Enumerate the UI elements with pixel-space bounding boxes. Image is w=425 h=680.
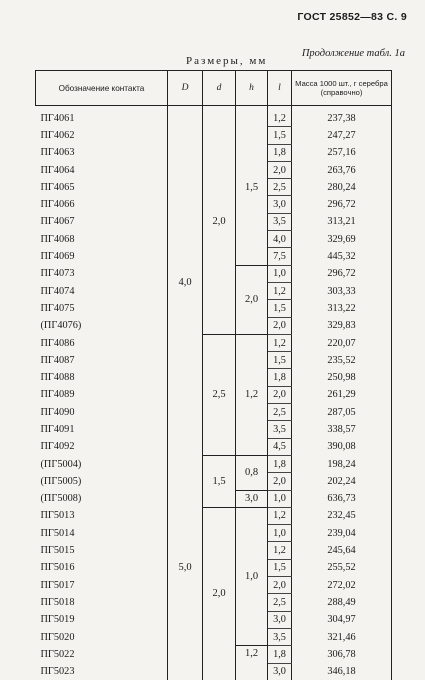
l-value: 1,8 [268,144,292,161]
mass-value: 313,22 [292,300,392,317]
sizes-caption: Размеры, мм [186,55,268,67]
mass-value: 255,52 [292,559,392,576]
l-value: 3,5 [268,628,292,645]
contact-name: ПГ4086 [36,334,168,351]
mass-value: 280,24 [292,179,392,196]
mass-value: 272,02 [292,577,392,594]
l-value: 4,0 [268,231,292,248]
contact-name: ПГ4089 [36,386,168,403]
contacts-table [35,70,392,680]
l-value: 2,5 [268,179,292,196]
D-value: 5,0 [168,455,203,679]
l-value: 2,0 [268,386,292,403]
h-value: 3,0 [236,490,268,507]
mass-value: 232,45 [292,507,392,524]
l-value: 3,0 [268,611,292,628]
contact-name: ПГ5015 [36,542,168,559]
table-row [36,106,392,127]
mass-value: 261,29 [292,386,392,403]
header-h: h [236,71,268,106]
l-value: 2,0 [268,473,292,490]
contact-name: ПГ4090 [36,404,168,421]
header-l: l [268,71,292,106]
D-value: 4,0 [168,106,203,456]
l-value: 1,0 [268,265,292,282]
contact-name: (ПГ5004) [36,455,168,472]
l-value: 1,8 [268,369,292,386]
contact-name: ПГ4074 [36,282,168,299]
contact-name: ПГ4066 [36,196,168,213]
contact-name: ПГ5022 [36,646,168,663]
l-value: 3,5 [268,421,292,438]
standard-header: ГОСТ 25852—83 С. 9 [297,11,407,23]
mass-value: 288,49 [292,594,392,611]
mass-value: 445,32 [292,248,392,265]
h-value: 1,2 [236,334,268,455]
l-value: 1,8 [268,455,292,472]
table-row [36,334,392,351]
mass-value: 257,16 [292,144,392,161]
contact-name: ПГ5017 [36,577,168,594]
l-value: 3,0 [268,196,292,213]
l-value: 1,5 [268,352,292,369]
l-value: 2,5 [268,404,292,421]
d-value: 2,0 [203,507,236,679]
contact-name: ПГ4068 [36,231,168,248]
h-value: 1,0 [236,507,268,645]
mass-value: 239,04 [292,525,392,542]
contact-name: ПГ5023 [36,663,168,680]
table-continued-label: Продолжение табл. 1а [301,48,405,59]
mass-value: 296,72 [292,196,392,213]
d-value: 1,5 [203,455,236,507]
mass-value: 235,52 [292,352,392,369]
l-value: 1,2 [268,282,292,299]
mass-value: 250,98 [292,369,392,386]
contact-name: ПГ4087 [36,352,168,369]
h-value: 2,0 [236,265,268,334]
l-value: 1,0 [268,525,292,542]
mass-value: 237,38 [292,106,392,127]
contact-name: ПГ4063 [36,144,168,161]
mass-value: 636,73 [292,490,392,507]
h-value: 1,5 [236,106,268,266]
h-value: 1,2 [236,646,268,680]
contact-name: ПГ4064 [36,161,168,178]
contact-name: ПГ5013 [36,507,168,524]
l-value: 1,5 [268,559,292,576]
l-value: 2,0 [268,577,292,594]
l-value: 2,0 [268,317,292,334]
mass-value: 202,24 [292,473,392,490]
contact-name: ПГ4065 [36,179,168,196]
mass-value: 390,08 [292,438,392,455]
mass-value: 313,21 [292,213,392,230]
table-row [36,507,392,524]
contact-name: ПГ4088 [36,369,168,386]
mass-value: 263,76 [292,161,392,178]
h-value: 0,8 [236,455,268,490]
mass-value: 287,05 [292,404,392,421]
contact-name: (ПГ5005) [36,473,168,490]
contact-name: ПГ4091 [36,421,168,438]
l-value: 1,2 [268,507,292,524]
mass-value: 346,18 [292,663,392,680]
l-value: 1,2 [268,106,292,127]
d-value: 2,5 [203,334,236,455]
header-name: Обозначение контакта [36,71,168,106]
contact-name: ПГ4075 [36,300,168,317]
l-value: 1,2 [268,334,292,351]
contact-name: (ПГ5008) [36,490,168,507]
l-value: 1,0 [268,490,292,507]
contact-name: ПГ5016 [36,559,168,576]
contact-name: ПГ5019 [36,611,168,628]
l-value: 3,0 [268,663,292,680]
l-value: 7,5 [268,248,292,265]
mass-value: 329,69 [292,231,392,248]
contact-name: (ПГ4076) [36,317,168,334]
contact-name: ПГ4069 [36,248,168,265]
table-header-row [36,71,392,106]
mass-value: 247,27 [292,127,392,144]
mass-value: 306,78 [292,646,392,663]
l-value: 1,2 [268,542,292,559]
l-value: 1,5 [268,300,292,317]
contact-name: ПГ4061 [36,106,168,127]
contact-name: ПГ4073 [36,265,168,282]
mass-value: 198,24 [292,455,392,472]
header-mass: Масса 1000 шт., г серебра (справочно) [292,71,392,106]
l-value: 4,5 [268,438,292,455]
l-value: 3,5 [268,213,292,230]
mass-value: 338,57 [292,421,392,438]
l-value: 1,5 [268,127,292,144]
l-value: 2,0 [268,161,292,178]
mass-value: 220,07 [292,334,392,351]
mass-value: 329,83 [292,317,392,334]
contact-name: ПГ4092 [36,438,168,455]
contact-name: ПГ5014 [36,525,168,542]
contact-name: ПГ4067 [36,213,168,230]
contact-name: ПГ5018 [36,594,168,611]
mass-value: 321,46 [292,628,392,645]
header-d: d [203,71,236,106]
mass-value: 245,64 [292,542,392,559]
contact-name: ПГ4062 [36,127,168,144]
mass-value: 303,33 [292,282,392,299]
l-value: 2,5 [268,594,292,611]
header-D: D [168,71,203,106]
contact-name: ПГ5020 [36,628,168,645]
table-row [36,455,392,472]
mass-value: 296,72 [292,265,392,282]
l-value: 1,8 [268,646,292,663]
mass-value: 304,97 [292,611,392,628]
d-value: 2,0 [203,106,236,335]
